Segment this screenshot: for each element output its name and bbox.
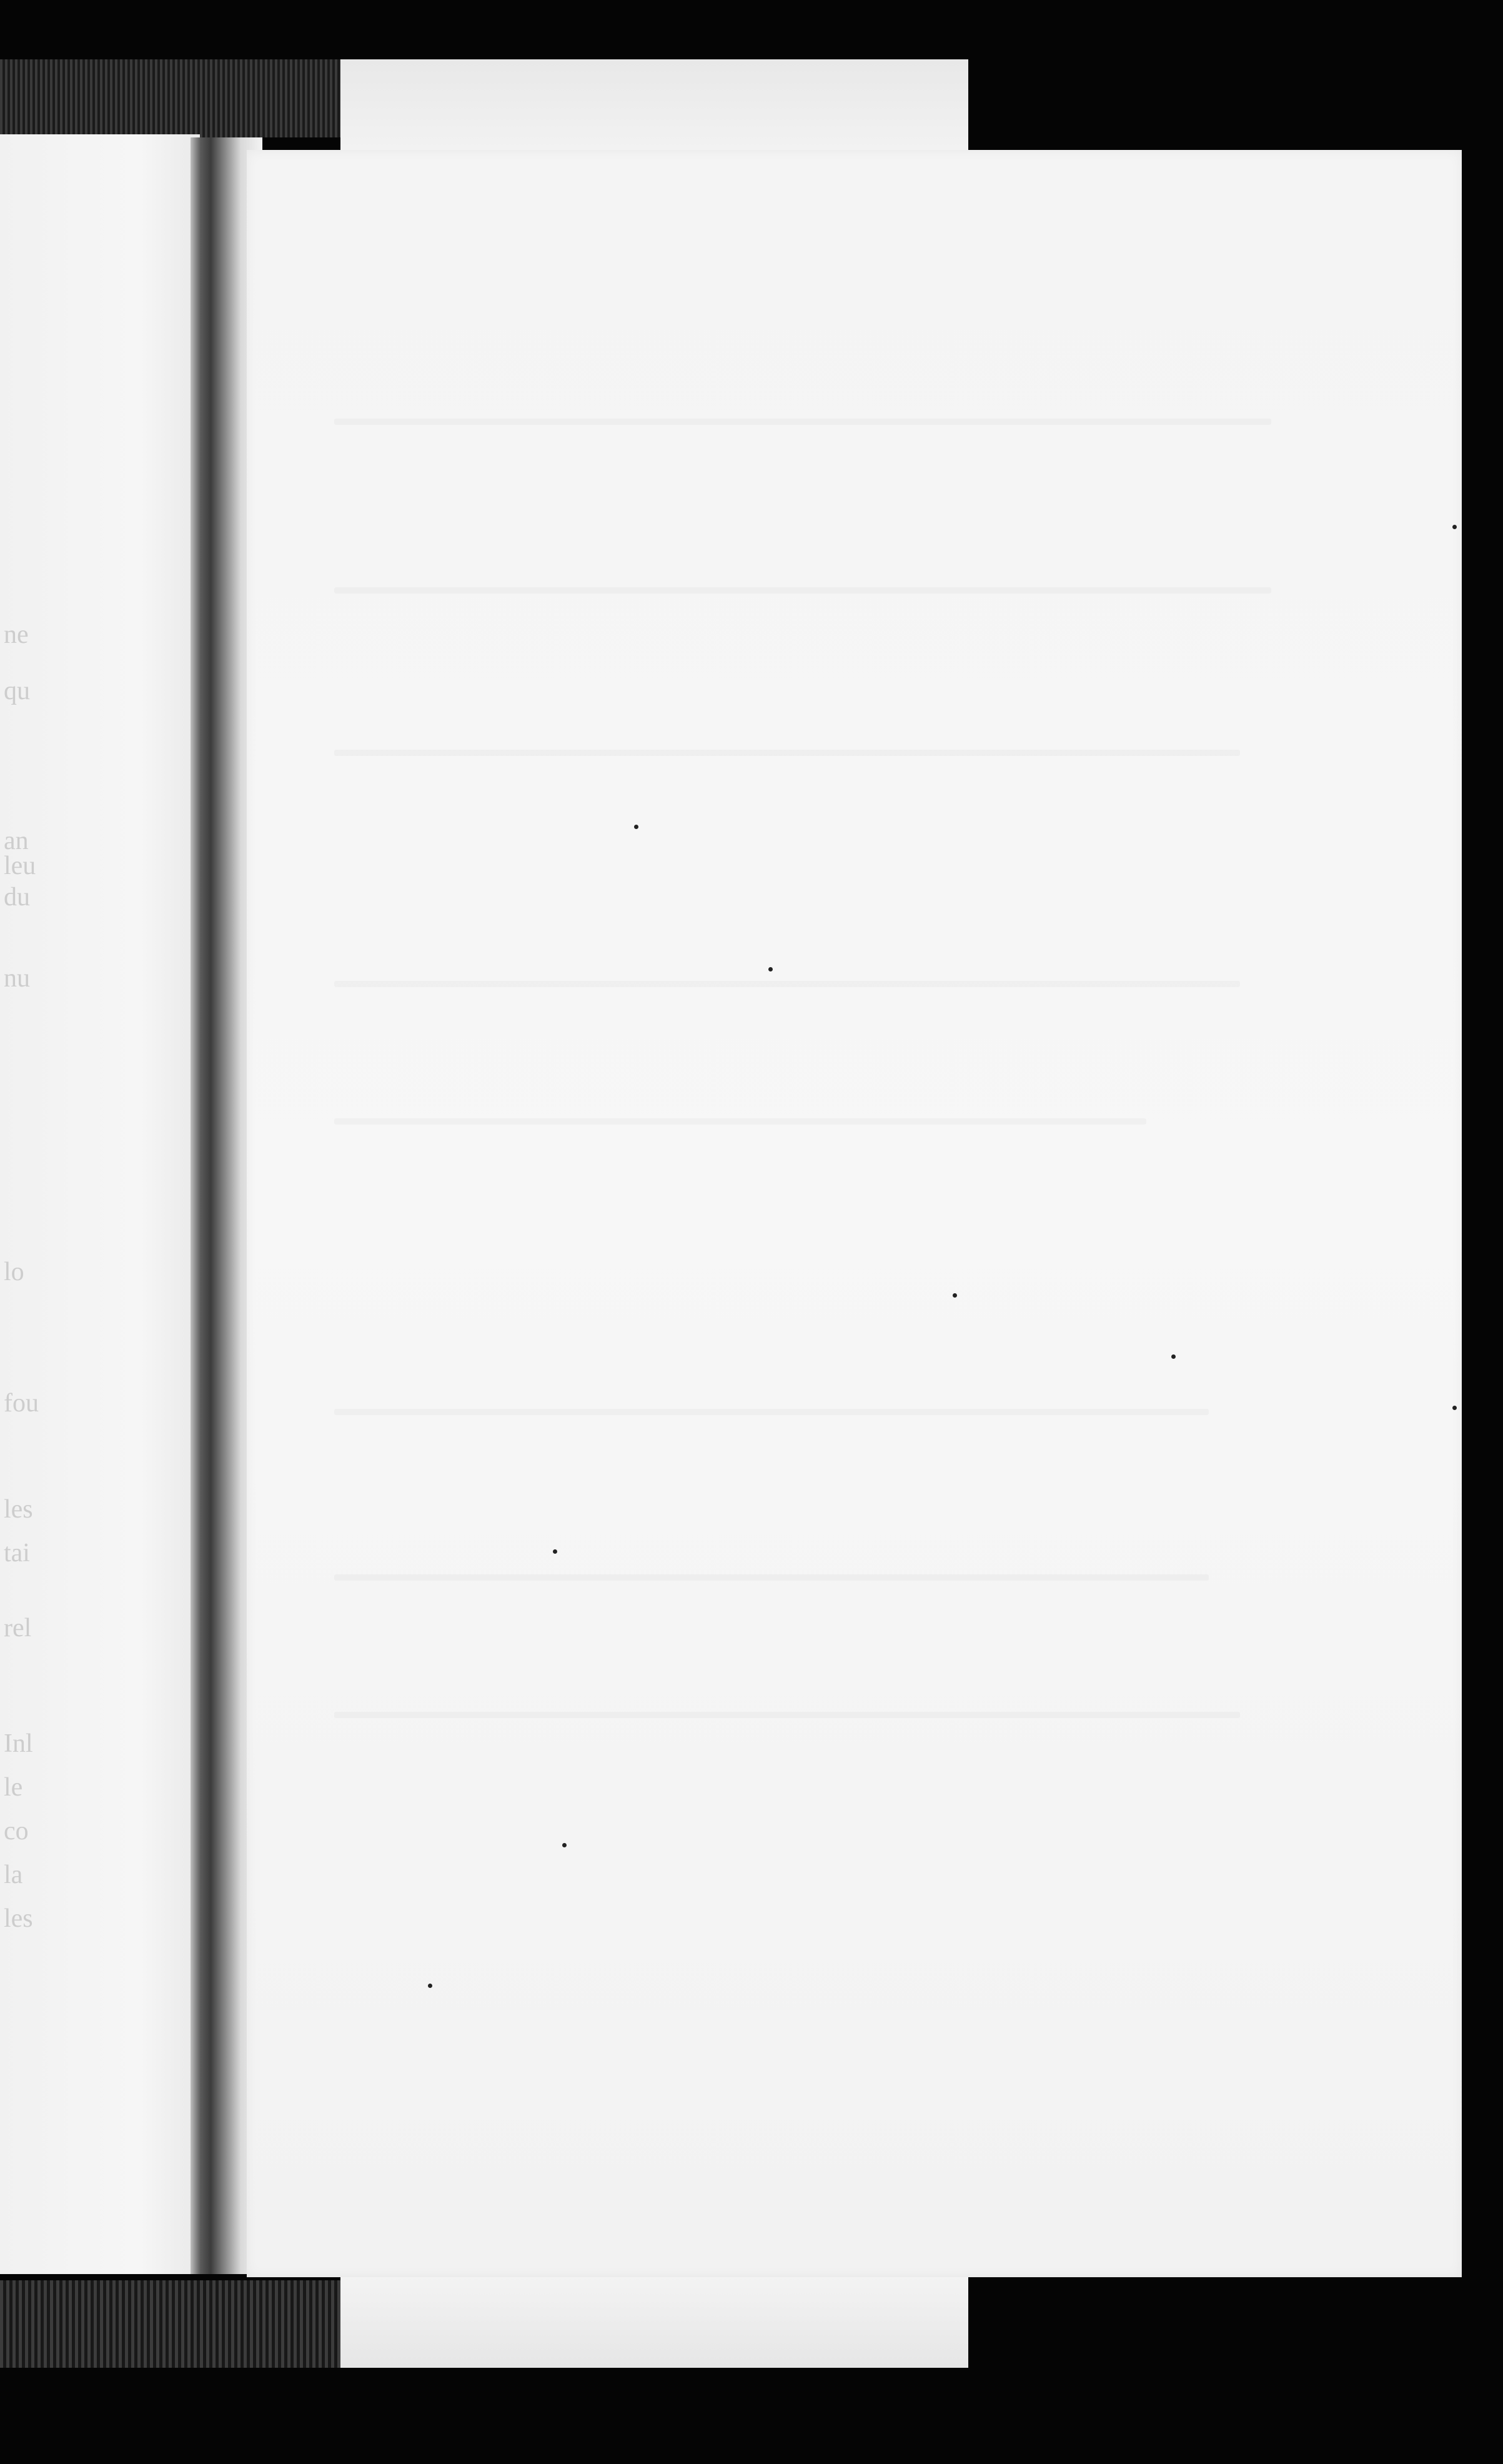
faint-fragment: le [4, 1773, 23, 1802]
bottom-paper-edge [340, 2277, 968, 2368]
bleed-through-line [334, 750, 1240, 756]
dust-speck [768, 967, 773, 971]
faint-fragment: lo [4, 1258, 24, 1286]
bleed-through-line [334, 981, 1240, 987]
bleed-through-line [334, 419, 1271, 425]
faint-fragment: leu [4, 852, 36, 880]
dust-speck [562, 1843, 567, 1847]
faint-fragment: an [4, 827, 29, 855]
faint-fragment: tai [4, 1539, 30, 1567]
previous-page-edge [0, 134, 200, 2274]
faint-fragment: qu [4, 677, 30, 705]
dust-speck [1452, 1406, 1457, 1410]
faint-fragment: les [4, 1904, 33, 1933]
top-paper-edge [340, 59, 968, 159]
dust-speck [953, 1293, 957, 1298]
dust-speck [553, 1549, 557, 1554]
faint-fragment: ne [4, 620, 29, 649]
dust-speck [634, 825, 638, 829]
faint-fragment: du [4, 883, 30, 912]
faint-fragment: Inl [4, 1729, 33, 1758]
top-binding-texture [0, 59, 347, 137]
faint-fragment: fou [4, 1389, 39, 1418]
faint-fragment: rel [4, 1614, 32, 1642]
faint-fragment: nu [4, 964, 30, 993]
bleed-through-line [334, 1118, 1146, 1125]
bleed-through-line [334, 1712, 1240, 1718]
bleed-through-line [334, 1409, 1209, 1415]
faint-fragment: les [4, 1495, 33, 1524]
faint-fragment: co [4, 1817, 29, 1846]
bleed-through-line [334, 1574, 1209, 1581]
dust-speck [1171, 1354, 1176, 1359]
dust-speck [428, 1984, 432, 1988]
blank-page [247, 150, 1462, 2277]
dust-speck [1452, 525, 1457, 529]
bottom-binding-texture [0, 2280, 347, 2368]
bleed-through-line [334, 587, 1271, 594]
faint-fragment: la [4, 1860, 23, 1889]
